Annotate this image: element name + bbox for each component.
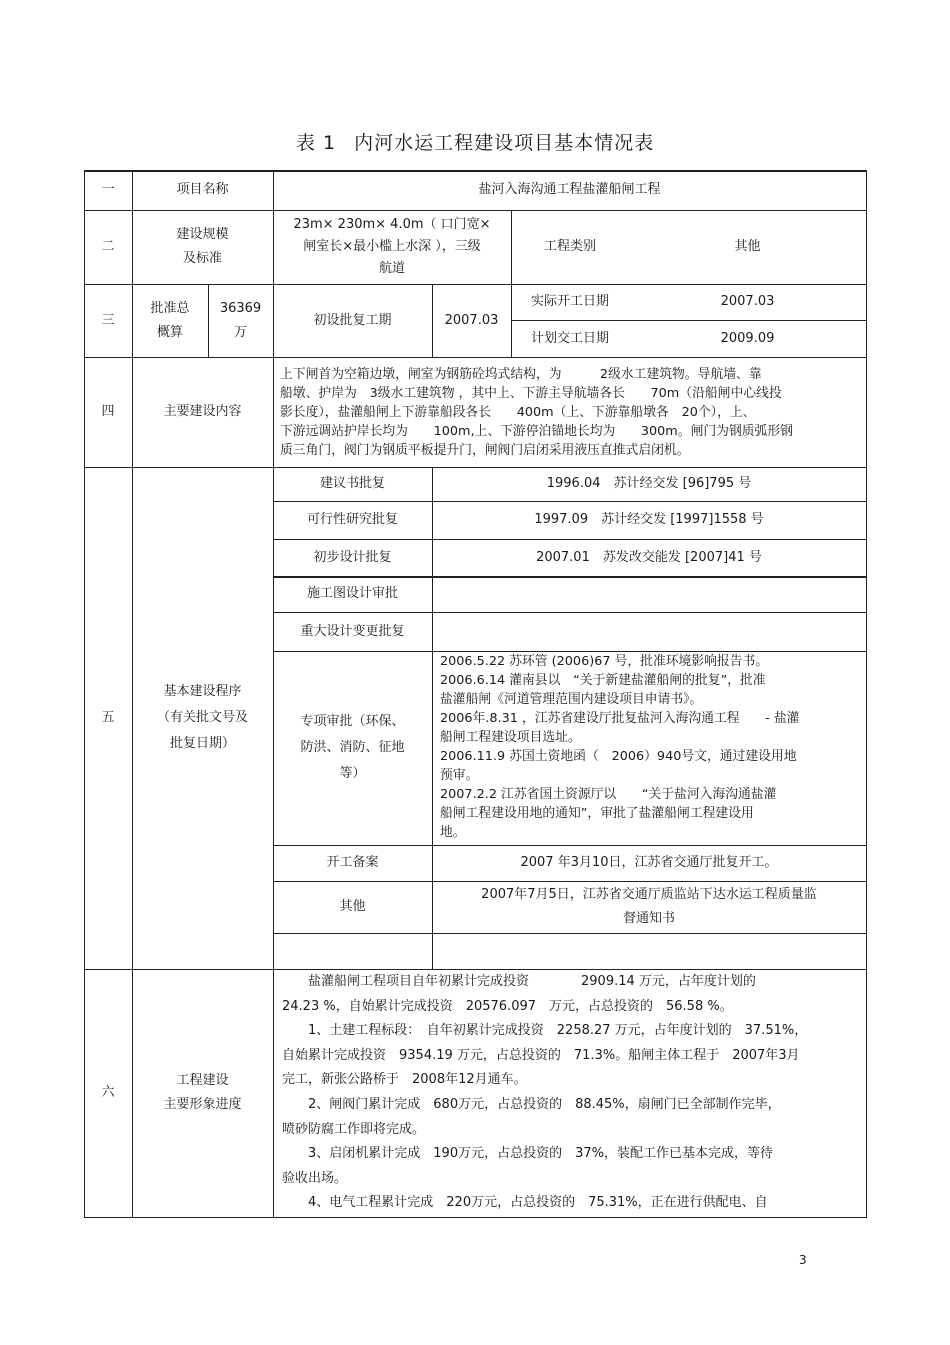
project-name-label: 项目名称 [176, 182, 229, 197]
table-title [0, 128, 950, 155]
scale-standard-value [273, 210, 511, 284]
project-name-value: 盐河入海沟通工程盐灌船闸工程 [478, 182, 661, 197]
empty-label-cell [273, 933, 432, 969]
progress-label-line: 主要形象进度 [163, 1097, 242, 1112]
table-number: 表 1 [295, 132, 337, 154]
construction-filing-value: 2007 年3月10日，江苏省交通厅批复开工。 [520, 855, 778, 870]
procedure-label-line: 批复日期） [169, 736, 235, 751]
special-label-line: 等） [339, 766, 366, 781]
project-type-value: 其他 [734, 239, 761, 254]
design-approval-value: 2007.03 [444, 312, 499, 328]
main-content-label: 主要建设内容 [163, 404, 242, 419]
other-line: 2007年7月5日，江苏省交通厅质监站下达水运工程质量监 [481, 887, 817, 902]
progress-line: 1、土建工程标段： 自年初累计完成投资 2258.27 万元，占年度计划的 37.51%， [308, 1023, 808, 1039]
special-line: 预审。 [440, 768, 479, 783]
progress-line: 盐灌船闸工程项目自年初累计完成投资 2909.14 万元，占年度计划的 [308, 974, 756, 989]
special-line: 2006年.8.31 ，江苏省建设厅批复盐河入海沟通工程 - 盐灌 [440, 711, 800, 726]
special-line: 船闸工程建设用地的通知”，审批了盐灌船闸工程建设用 [440, 806, 754, 821]
scale-label-line: 建设规模 [176, 227, 229, 242]
preliminary-design-value: 2007.01 苏发改交能发 [2007]41 号 [536, 549, 762, 565]
row6-number: 六 [101, 1085, 115, 1100]
major-change-value [432, 612, 866, 651]
special-line: 2006.6.14 灌南县以 “关于新建盐灌船闸的批复”，批准 [440, 673, 766, 688]
other-label: 其他 [339, 899, 366, 914]
other-line: 督通知书 [622, 911, 675, 926]
row2-number: 二 [101, 239, 115, 254]
other-value [432, 881, 866, 933]
special-line: 盐灌船闸《河道管理范围内建设项目申请书》。 [440, 692, 703, 707]
content-line: 船墩、护岸为 3级水工建筑物 ，其中上、下游主导航墙各长 70m（沿船闸中心线投 [280, 385, 782, 401]
scale-value-line: 23m× 230m× 4.0m（ 口门宽× [293, 217, 491, 232]
progress-line: 喷砂防腐工作即将完成。 [282, 1121, 426, 1137]
major-change-label: 重大设计变更批复 [300, 623, 405, 639]
proposal-approval-value: 1996.04 苏计经交发 [96]795 号 [546, 476, 752, 491]
scale-value-line: 闸室长×最小槛上水深 ），三级 [303, 239, 481, 254]
procedure-label [132, 467, 273, 969]
progress-line: 4、电气工程累计完成 220万元，占总投资的 75.31%，正在进行供配电、自 [308, 1195, 768, 1211]
approved-budget-label [132, 284, 208, 357]
empty-value-cell [432, 933, 866, 969]
special-line: 船闸工程建设项目选址。 [440, 730, 581, 745]
budget-label-line: 概算 [156, 324, 183, 340]
special-line: 2007.2.2 江苏省国土资源厅以 “关于盐河入海沟通盐灌 [440, 787, 777, 802]
construction-filing-label: 开工备案 [326, 855, 379, 870]
preliminary-design-label: 初步设计批复 [313, 549, 392, 565]
content-line: 质三角门，阀门为钢质平板提升门，闸阀门启闭采用液压直推式启闭机。 [280, 442, 690, 458]
row1-number: 一 [101, 182, 115, 197]
progress-line: 3、启闭机累计完成 190万元，占总投资的 37%，装配工作已基本完成，等待 [308, 1146, 773, 1162]
planned-finish-label: 计划交工日期 [530, 330, 609, 346]
progress-line: 自始累计完成投资 9354.19 万元，占总投资的 71.3%。船闸主体工程于 2007年3月 [282, 1047, 800, 1063]
project-type-label: 工程类别 [543, 239, 596, 254]
scale-label-line: 及标准 [182, 251, 222, 266]
construction-drawing-value [432, 576, 866, 612]
construction-drawing-label: 施工图设计审批 [306, 586, 398, 601]
special-line: 2006.11.9 苏国土资地函（ 2006）940号文，通过建设用地 [440, 749, 797, 764]
row5-number: 五 [101, 710, 115, 725]
progress-line: 2、闸阀门累计完成 680万元，占总投资的 88.45%，扇闸门已全部制作完毕， [308, 1096, 781, 1112]
row3-number: 三 [101, 312, 115, 328]
special-approval-label [273, 651, 432, 845]
special-approval-text [440, 652, 864, 844]
content-line: 下游远调站护岸长均为 100m,上、下游停泊锚地长均为 300m。闸门为钢质弧形钢 [280, 423, 793, 439]
page-number: 3 [799, 1253, 807, 1267]
progress-label [132, 969, 273, 1217]
content-line: 上下闸首为空箱边墩，闸室为钢筋砼坞式结构，为 2级水工建筑物。导航墙、靠 [280, 366, 762, 382]
progress-line: 验收出场。 [282, 1170, 348, 1186]
feasibility-approval-label: 可行性研究批复 [306, 512, 398, 527]
actual-start-label: 实际开工日期 [530, 294, 609, 309]
budget-label-line: 批准总 [150, 300, 190, 316]
procedure-label-line: 基本建设程序 [163, 684, 242, 699]
procedure-label-line: （有关批文号及 [156, 710, 248, 725]
special-line: 地。 [440, 825, 466, 840]
proposal-approval-label: 建议书批复 [319, 476, 385, 491]
planned-finish-value: 2009.09 [720, 330, 775, 346]
row4-number: 四 [101, 404, 115, 419]
design-approval-label: 初设批复工期 [313, 312, 392, 328]
special-label-line: 防洪、消防、征地 [300, 740, 405, 755]
content-line: 影长度），盐灌船闸上下游靠船段各长 400m（上、下游靠船墩各 20个），上、 [280, 404, 756, 420]
scale-standard-label [132, 210, 273, 284]
budget-unit: 万 [233, 324, 247, 340]
special-label-line: 专项审批（环保、 [300, 714, 405, 729]
table-title-text: 内河水运工程建设项目基本情况表 [354, 132, 655, 154]
scale-value-line: 航道 [378, 261, 405, 276]
progress-line: 完工，新张公路桥于 2008年12月通车。 [282, 1072, 527, 1088]
feasibility-approval-value: 1997.09 苏计经交发 [1997]1558 号 [534, 512, 764, 527]
progress-label-line: 工程建设 [176, 1073, 229, 1088]
special-line: 2006.5.22 苏环管 (2006)67 号，批准环境影响报告书。 [440, 654, 769, 669]
progress-text [282, 970, 866, 1216]
actual-start-value: 2007.03 [720, 294, 775, 309]
budget-amount: 36369 [219, 300, 262, 316]
main-content-text [280, 358, 866, 466]
progress-line: 24.23 %，自始累计完成投资 20576.097 万元，占总投资的 56.58 %。 [282, 998, 733, 1014]
approved-budget-value [208, 284, 273, 357]
